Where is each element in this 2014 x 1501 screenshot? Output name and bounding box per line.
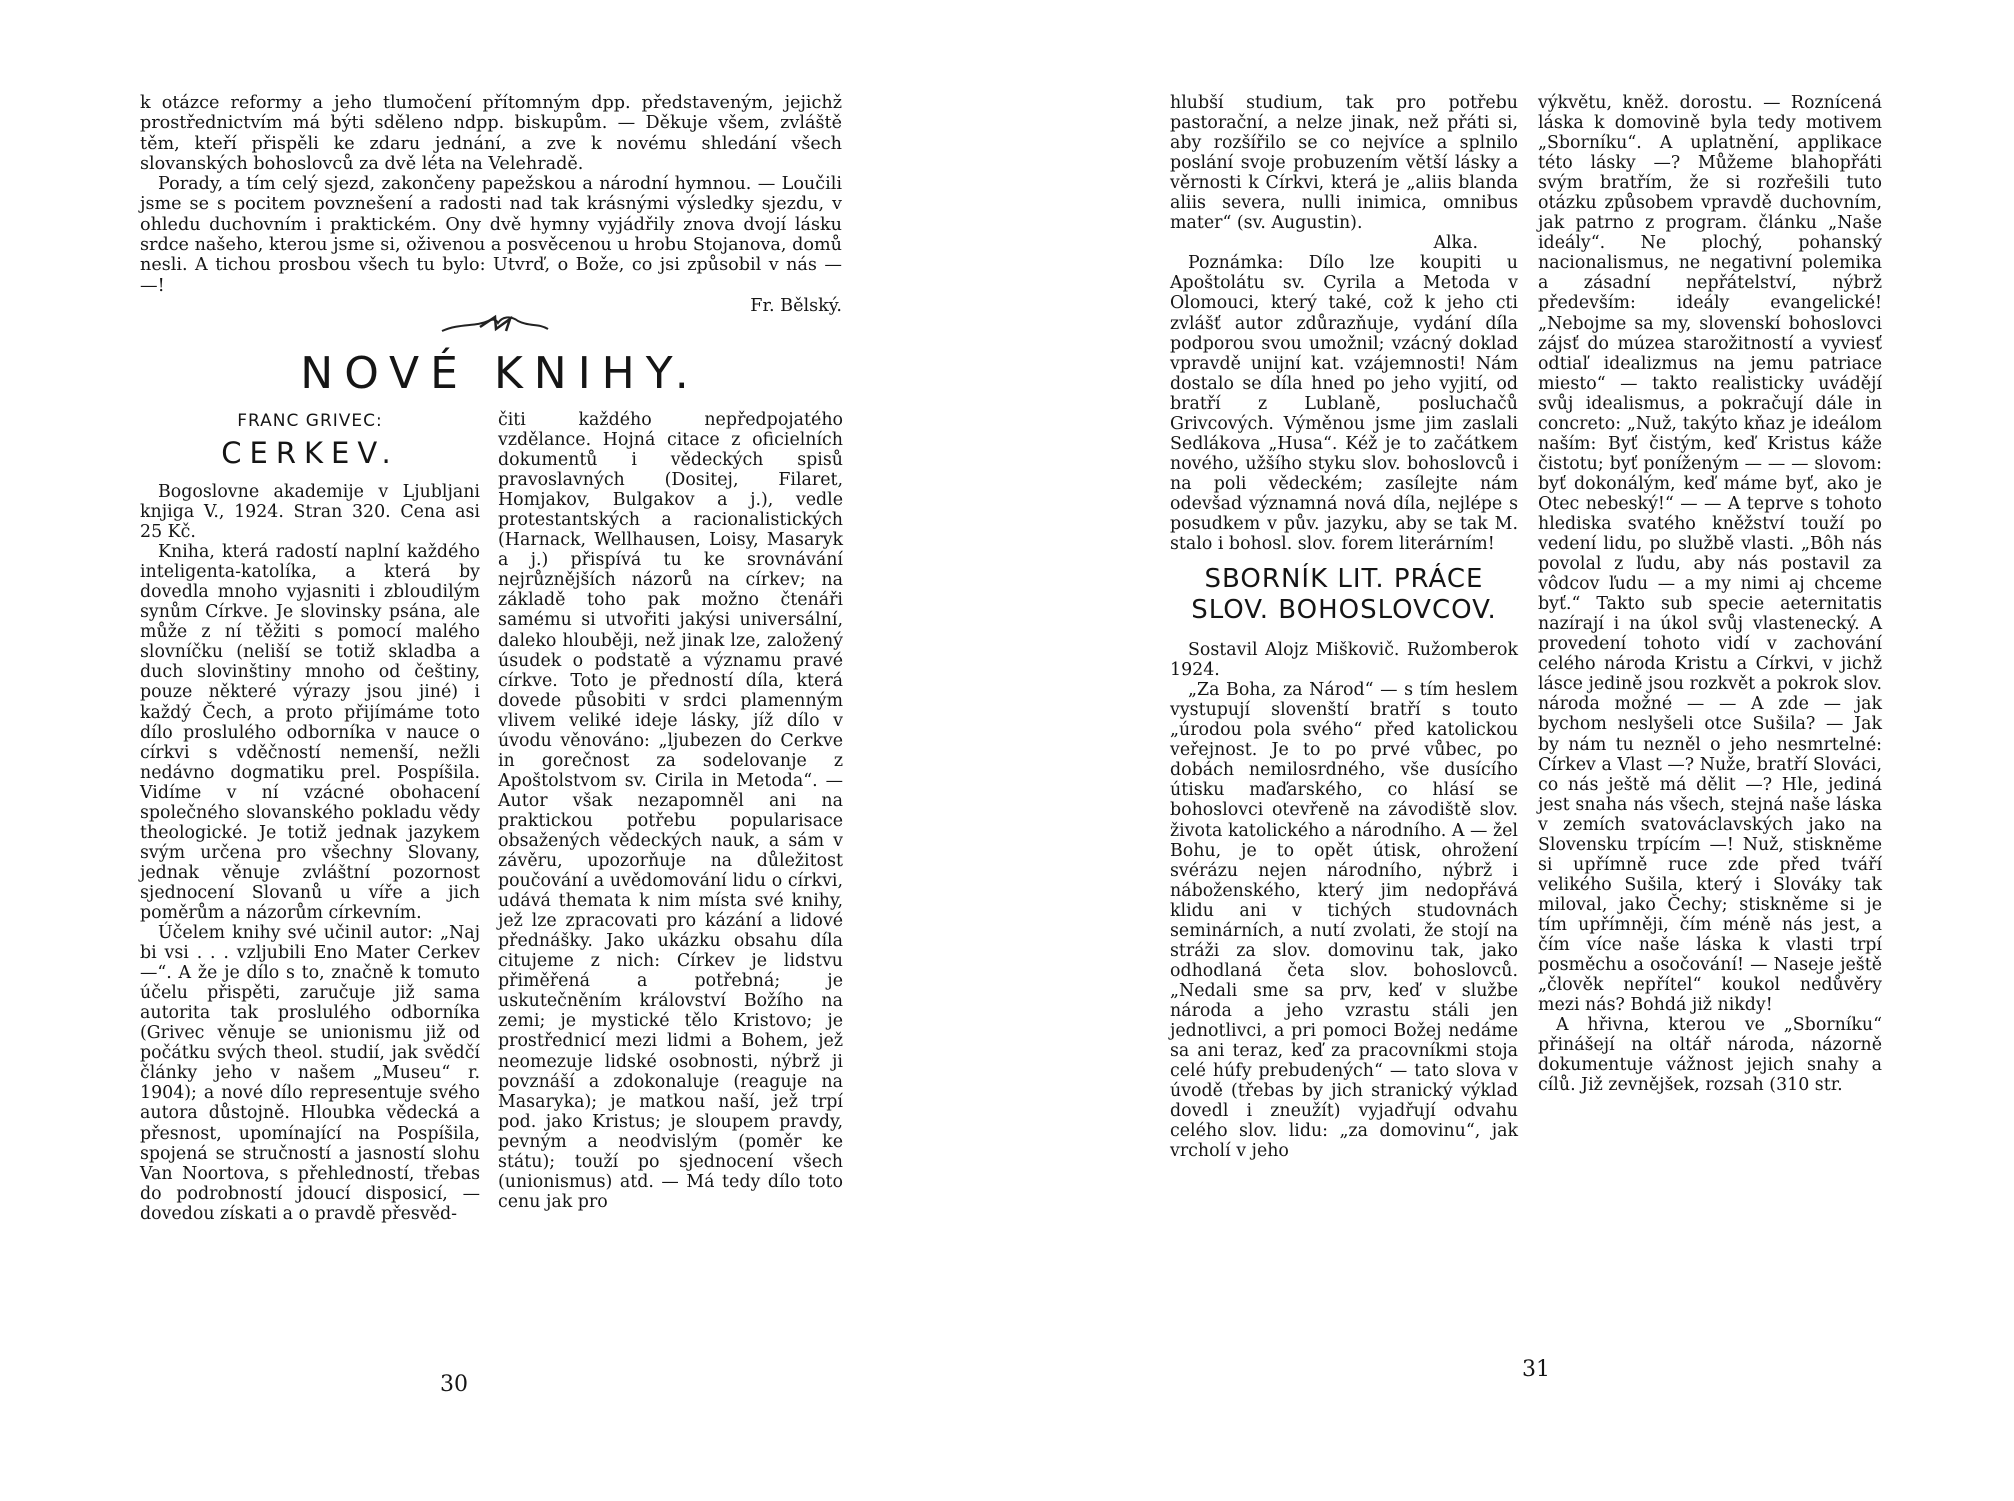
paragraph: Sostavil Alojz Miškovič. Ružomberok 1924. [1170,640,1518,681]
page-number: 30 [440,1372,468,1397]
paragraph: Účelem knihy své učinil autor: „Naj bi vsi . . . vzljubili Eno Mater Cerkev —“. A že je dílo s to, značně k tomuto účelu přispěti, zaručuje již sama autorita tak proslulého odborníka (Grivec věnuje se unionismu již od počátku svých theol. studií, jak svědčí články jeho v našem „Museu“ r. 1904); a nové dílo representuje svého autora důstojně. Hloubka vědecká a přesnost, upomínající na Pospíšila, spojená se stručností a jasností slohu Van Noortova, s přehledností, třebas do podrobností jdoucí disposicí, — dovedou získati a o pravdě přesvěd- [140,923,480,1224]
paragraph: Bogoslovne akademije v Ljubljani knjiga V., 1924. Stran 320. Cena asi 25 Kč. [140,482,480,543]
page-number: 31 [1522,1357,1550,1382]
section-heading-line-1: SBORNÍK LIT. PRÁCE [1204,564,1484,595]
ornament-flourish-icon [440,313,550,339]
intro-text-block [140,93,842,316]
signature: Fr. Bělský. [750,295,842,316]
right-column-1 [1170,93,1518,1161]
paragraph: čiti každého nepředpojatého vzdělance. Hojná citace z oficielních dokumentů i vědeckých spisů pravoslavných (Dositej, Filaret, Homjakov, Bulgakov a j.), vedle protestantských a racionalistických (Harnack, Wellhausen, Loisy, Masaryk a j.) přispívá tu ke srovnávání nejrůznějších názorů na církev; na základě toho pak možno čtenáři samému si utvořiti jakýsi universální, daleko hlouběji, než jinak lze, založený úsudek o podstatě a významu pravé církve. Toto je předností díla, která dovede působiti v srdci plamenným vlivem veliké ideje lásky, jíž dílo v úvodu věnováno: „ljubezen do Cerkve in gorečnost za sodelovanje z Apoštolstvom sv. Cirila in Metoda“. — Autor však nezapomněl ani na praktickou potřebu popularisace obsažených vědeckých nauk, a sám v závěru, upozorňuje na důležitost poučování a uvědomování lidu o církvi, udává themata k nim místa své knihy, jež lze zpracovati pro kázání a lidové přednášky. Jako ukázku obsahu díla citujeme z nich: Církev je lidstvu přiměřená a potřebná; je uskutečněním království Božího na zemi; je mystické tělo Kristovo; je prostřednicí mezi lidmi a Bohem, jež neomezuje lidské osobnosti, nýbrž ji povznáší a zdokonaluje (reaguje na Masaryka); je matkou naší, jež trpí pod. jako Kristus; je sloupem pravdy, pevným a neodvislým (poměr ke státu); touží po sjednocení všech (unionismus) atd. — Má tedy dílo toto cenu jak pro [498,410,843,1212]
paragraph: k otázce reformy a jeho tlumočení přítomným dpp. představeným, jejichž prostřednictvím má býti sděleno ndpp. biskupům. — Děkuje všem, zvláště těm, kteří přispěli ke zdaru jednání, a zve k novému shledání všech slovanských bohoslovců za dvě léta na Velehradě. [140,93,842,174]
left-column-2 [498,410,843,1212]
review-title: CERKEV. [221,436,399,470]
paragraph: A hřivna, kterou ve „Sborníku“ přinášejí na oltář národa, názorně dokumentuje vážnost jejich snahy a cílů. Již zevnějšek, rozsah (310 str. [1538,1015,1882,1096]
right-page [1007,0,2014,1501]
paragraph: hlubší studium, tak pro potřebu pastorační, a nelze jinak, než přáti si, aby rozšířilo se co nejvíce a splnilo poslání svoje probuzením větší lásky a věrnosti k Církvi, která je „aliis blanda aliis severa, nulli inimica, omnibus mater“ (sv. Augustin). [1170,93,1518,234]
section-heading-line-2: SLOV. BOHOSLOVCOV. [1191,595,1497,626]
paragraph: Poznámka: Dílo lze koupiti u Apoštolátu sv. Cyrila a Metoda v Olomouci, který také, což k jeho cti zvlášť autor zdůrazňuje, vydání díla podporou svou umožnil; vzácný doklad vpravdě unijní kat. vzájemnosti! Nám dostalo se díla hned po jeho vyjití, od bratří z Lublaně, posluchačů Grivcových. Výměnou jsme jim zaslali Sedlákova „Husa“. Kéž je to začátkem nového, užšího styku slov. bohoslovců i na poli vědeckém; zasílejte nám odevšad významná nová díla, nejlépe s posudkem v pův. jazyku, aby se tak M. stalo i bohosl. slov. forem literárním! [1170,253,1518,555]
signature: Alka. [1433,233,1478,254]
review-author: FRANC GRIVEC: [237,411,383,431]
left-column-1 [140,410,480,1224]
right-column-2 [1538,93,1882,1095]
paragraph: Porady, a tím celý sjezd, zakončeny papežskou a národní hymnou. — Loučili jsme se s pocitem povznešení a radosti nad tak krásnými výsledky sjezdu, v ohledu duchovním i praktickém. Ony dvě hymny vyjádřily znova dvojí lásku srdce našeho, kterou jsme si, oživenou a posvěcenou u hrobu Stojanova, domů nesli. A tichou prosbou všech tu bylo: Utvrď, o Bože, co jsi způsobil v nás — —! [140,174,842,296]
paragraph: „Za Boha, za Národ“ — s tím heslem vystupují slovenští bratří s touto „úrodou pola svého“ před katolickou veřejnost. Je to po prvé vůbec, po dobách nemilosrdného, vše dusícího útisku maďarského, co hlásí se bohoslovci otevřeně na závodiště slov. života katolického a národního. A — žel Bohu, je to opět útisk, ohrožení svérázu nejen národního, nýbrž i náboženského, který jim nedopřává klidu ani v tichých studovnách seminárních, a nutí zvolati, že stojí na stráži za slov. domovinu tak, jako odhodlaná četa slov. bohoslovců. „Nedali sme sa prv, keď v službe národa a jeho vzrastu stáli jen jednotlivci, a pri pomoci Božej nedáme sa ani teraz, keď za pracovníkmi stoja celé húfy prebudených“ — tato slova v úvodě (třebas by jich stranický výklad dovedl i zneužít) vyjadřují odvahu celého slov. lidu: „za domovinu“, jak vrcholí v jeho [1170,680,1518,1162]
paragraph: výkvětu, kněž. dorostu. — Roznícená láska k domovině byla tedy motivem „Sborníku“. A uplatnění, applikace této lásky —? Můžeme blahopřáti svým bratřím, že si rozřešili tuto otázku způsobem vpravdě duchovním, jak patrno z program. článku „Naše ideály“. Ne plochý, pohanský nacionalismus, ne negativní polemika a zásadní nepřátelství, nýbrž především: ideály evangelické! „Nebojme sa my, slovenskí bohoslovci zájsť do múzea starožitností a vyviesť odtiaľ idealizmus na jemu patriace miesto“ — takto realisticky uvádějí svůj idealismus, a pokračují dále in concreto: „Nuž, takýto kňaz je ideálom naším: Byť čistým, keď Kristus káže čistotu; byť poníženým — — — slovom: byť dokonálým, keď máme byť, ako je Otec nebeský!“ — — A teprve s tohoto hlediska svatého kněžství touží po vedení lidu, po službě vlasti. „Bôh nás povolal z ľudu, aby nás postavil za vôdcov ľudu — a my nimi aj chceme byť.“ Takto sub specie aeternitatis nazírají i na úkol svůj vlastenecký. A provedení tohoto vidí v zachování celého národa Kristu a Církvi, v jichž lásce jedině jsou rozkvět a pokrok slov. národa možné — — A zde — jak bychom neslyšeli otce Sušila? — Jak by nám tu nezněl o jeho nesmrtelné: Církev a Vlast —? Nuže, bratří Slováci, co nás ještě má dělit —? Hle, jediná jest snaha nás všech, stejná naše láska v zemích svatováclavských jako na Slovensku trpícím —! Nuž, stiskněme si upřímně ruce zde před tváří velikého Sušila, který i Slováky tak miloval, jako Čechy; stiskněme si je tím upřímněji, čím méně nás jest, a čím více naše láska k vlasti trpí posměchu a osočování! — Naseje ještě „člověk nepřítel“ koukol nedůvěry mezi nás? Bohdá již nikdy! [1538,93,1882,1016]
paragraph: Kniha, která radostí naplní každého inteligenta-katolíka, a která by dovedla mnoho vyjasniti i zbloudilým synům Církve. Je slovinsky psána, ale může z ní těžiti s pomocí malého slovníčku (neliší se totiž skladba a duch slovinštiny mnoho od češtiny, pouze některé výrazy jsou jiné) i každý Čech, a proto přijímáme toto dílo proslulého odborníka v nauce o církvi s vděčností nemenší, nežli nedávno dogmatiku prel. Pospíšila. Vidíme v ní vzácné obohacení společného slovanského pokladu vědy theologické. Je totiž jednak jazykem svým určena pro všechny Slovany, jednak věnuje zvláštní pozornost sjednocení Slovanů u víře a jich poměrům a názorům církevním. [140,542,480,923]
section-heading: NOVÉ KNIHY. [300,348,700,399]
